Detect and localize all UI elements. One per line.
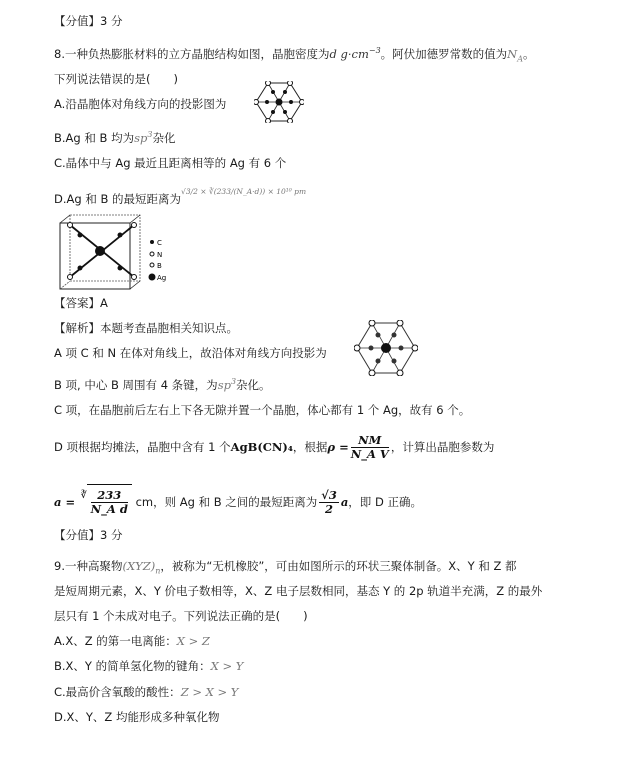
cm-unit: cm [135,495,154,509]
q9-stem-line2: 是短周期元素，X、Y 价电子数相等，X、Z 电子层数相同，基态 Y 的 2p 轨道半充满，Z 的最外 [54,584,543,598]
q8-option-d: D.Ag 和 B 的最短距离为$^{√3/2 \times ∛(233/(N\_A\cdot d)) \times 10^{10} pm}$ [54,187,307,206]
a-fraction: $\frac{233}{\text{N\_A d}}$ [90,488,128,516]
analysis-b: B 项, 中心 B 周围有 4 条键，为$sp^3$杂化。 [54,377,271,392]
q8-answer: 【答案】A [54,296,108,310]
q8-option-c: C.晶体中与 Ag 最近且距离相等的 Ag 有 6 个 [54,156,287,170]
q8-question: 下列说法错误的是( ) [54,72,178,86]
analysis-projection-figure [354,320,418,376]
analysis-a: A 项 C 和 N 在体对角线上，故沿体对角线方向投影为 [54,346,327,360]
projection-hexagon-figure [254,81,304,123]
q8-option-b: B.Ag 和 B 均为$sp^3$杂化 [54,130,176,145]
q9-option-a: A.X、Z 的第一电离能：X > Z [54,634,210,648]
distance-formula: √3/2 × ∛(233/(N_A·d)) × 10¹⁰ pm [181,187,307,196]
analysis-sp3: $sp^3$ [217,377,237,392]
analysis-c: C 项，在晶胞前后左右上下各无隙并置一个晶胞，体心都有 1 个 Ag，故有 6 个。 [54,403,471,417]
rho-symbol: ρ = [327,440,349,454]
analysis-title: 【解析】本题考查晶胞相关知识点。 [54,321,238,335]
analysis-d: D 项根据均摊法，晶胞中含有 1 个AgB(CN)₄，根据ρ = $\frac{NM}{\text{N\_A V}}$ ，计算出晶胞参数为 [54,433,495,461]
q8-stem: 8.一种负热膨胀材料的立方晶胞结构如图，晶胞密度为d $g\cdot cm^{-3}$。阿伏加德罗常数的值为$N_A$。 [54,46,535,64]
q9-option-d: D.X、Y、Z 均能形成多种氧化物 [54,710,220,724]
previous-score: 【分值】3 分 [54,14,123,28]
polymer-formula: $(XYZ)_n$ [122,559,161,576]
sp3-label: $sp^3$ [134,130,153,145]
q8-stem-b: 。阿伏加德罗常数的值为 [380,46,508,61]
q8-option-a: A.沿晶胞体对角线方向的投影图为 [54,97,227,111]
legend-n: N [157,251,163,259]
q9-stem-line1: 9.一种高聚物$(XYZ)_n$，被称为“无机橡胶”，可由如图所示的环状三聚体制备。X、Y 和 Z 都 [54,559,517,576]
distance-fraction: $\frac{√3}{2}$ [321,488,337,516]
legend-b: B [157,262,162,270]
q8-stem-a: 8.一种负热膨胀材料的立方晶胞结构如图，晶胞密度为 [54,46,330,61]
legend-c: C [157,239,162,247]
rho-fraction: $\frac{NM}{\text{N\_A V}}$ [350,433,389,461]
q9-stem-line3: 层只有 1 个未成对电子。下列说法正确的是( ) [54,609,308,623]
q9-option-c: C.最高价含氧酸的酸性：Z > X > Y [54,685,239,699]
a-symbol: a = [54,495,76,509]
q9-option-b: B.X、Y 的简单氢化物的键角：X > Y [54,659,244,673]
avogadro-symbol: $N_A$ [507,46,524,64]
compound-formula: AgB(CN)₄ [230,440,293,454]
legend-ag: Ag [157,274,167,282]
cube-root [87,484,132,519]
density-value: d $g\cdot cm^{-3}$ [329,46,381,61]
q8-score: 【分值】3 分 [54,528,123,542]
crystal-cell-figure [56,213,176,293]
analysis-d2: a = ∛ $\frac{233}{\text{N\_A d}}$ cm，则 Ag 和 B 之间的最短距离为 $\frac{√3}{2}$ a，即 D 正确。 [54,484,422,521]
